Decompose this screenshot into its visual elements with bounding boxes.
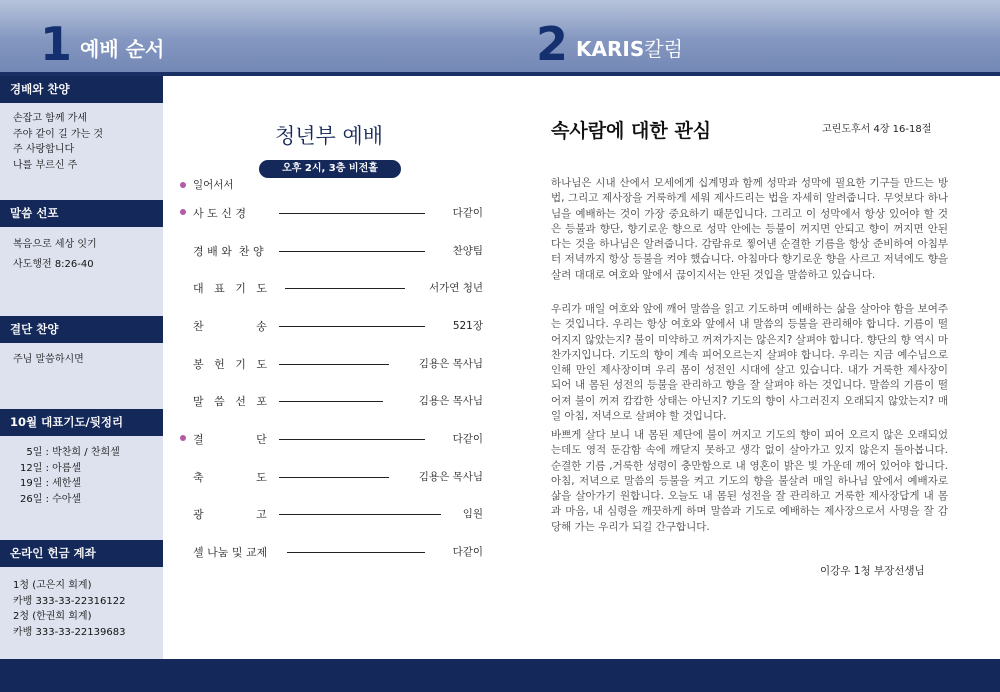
footer-band bbox=[0, 659, 1000, 692]
sidebar-line: 1청 (고은지 회계) bbox=[13, 580, 92, 591]
section-2-title-rest: 칼럼 bbox=[644, 37, 683, 61]
bullet-dot-icon bbox=[180, 182, 186, 188]
column-author: 이강우 1청 부장선생님 bbox=[820, 565, 925, 577]
order-item-person: 임원 bbox=[462, 508, 483, 520]
sidebar-line: 주 사랑합니다 bbox=[13, 144, 75, 155]
section-1-title: 예배 순서 bbox=[80, 37, 165, 61]
sidebar-line: 19일 : 세한셀 bbox=[20, 478, 82, 489]
leader-line bbox=[279, 401, 383, 402]
section-2-heading bbox=[536, 17, 683, 71]
leader-line bbox=[279, 477, 389, 478]
order-item bbox=[193, 205, 483, 221]
sidebar-prayer-duty-list bbox=[20, 445, 120, 507]
sidebar-line: 주야 같이 길 가는 것 bbox=[13, 128, 103, 140]
sidebar-heading-sermon: 말씀 선포 bbox=[0, 200, 163, 227]
order-item-person: 김용은 목사님 bbox=[418, 395, 483, 407]
sidebar-heading-decision: 결단 찬양 bbox=[0, 316, 163, 343]
order-item-label: 축 도 bbox=[193, 471, 267, 484]
sidebar-heading-prayer-duty: 10월 대표기도/뒷정리 bbox=[0, 409, 163, 436]
leader-line bbox=[279, 326, 425, 327]
sidebar-heading-praise: 경배와 찬양 bbox=[0, 76, 163, 103]
sidebar-line: 주님 말씀하시면 bbox=[13, 354, 84, 365]
leader-line bbox=[279, 213, 425, 214]
leader-line bbox=[287, 552, 425, 553]
karis-brand: KARIS bbox=[576, 37, 645, 61]
column-title: 속사람에 대한 관심 bbox=[551, 120, 712, 142]
section-2-number: 2 bbox=[536, 17, 569, 71]
sidebar-line: 26일 : 수아셀 bbox=[20, 493, 82, 505]
column-scripture-reference: 고린도후서 4장 16-18절 bbox=[822, 124, 932, 135]
sidebar-decision-list bbox=[13, 352, 84, 368]
order-item-person: 다같이 bbox=[452, 207, 483, 219]
time-location-badge: 오후 2시, 3층 비전홀 bbox=[259, 160, 401, 178]
leader-line bbox=[279, 514, 441, 515]
section-1-heading bbox=[40, 17, 165, 71]
order-item bbox=[193, 544, 483, 560]
order-item-label: 봉 헌 기 도 bbox=[193, 358, 267, 371]
order-item bbox=[193, 506, 483, 522]
sidebar-line: 복음으로 세상 잇기 bbox=[13, 239, 97, 250]
section-1-number: 1 bbox=[40, 17, 73, 71]
order-item-person: 다같이 bbox=[452, 546, 483, 558]
stand-note: 일어서서 bbox=[193, 179, 234, 191]
order-item-person: 서가연 청년 bbox=[428, 282, 483, 294]
leader-line bbox=[279, 439, 425, 440]
sidebar-sermon-list bbox=[13, 237, 97, 272]
sidebar-line: 카뱅 333-33-22316122 bbox=[13, 595, 126, 607]
order-item-person: 다같이 bbox=[452, 433, 483, 445]
sidebar-line: 나를 부르신 주 bbox=[13, 159, 78, 171]
leader-line bbox=[279, 364, 389, 365]
worship-title: 청년부 예배 bbox=[274, 124, 384, 148]
sidebar-line: 5일 : 박찬희 / 찬희셀 bbox=[20, 447, 120, 458]
order-item bbox=[193, 318, 483, 334]
order-item bbox=[193, 431, 483, 447]
order-item-label: 찬 송 bbox=[193, 320, 267, 333]
sidebar-offering-list bbox=[13, 578, 125, 640]
bullet-dot-icon bbox=[180, 435, 186, 441]
column-paragraph: 하나님은 시내 산에서 모세에게 십계명과 함께 성막과 성막에 필요한 기구들 만드는 방법, 그리고 제사장을 거룩하게 세워 제사드리는 법을 자세히 알려줍니다. 무엇보다 하나님을 예배하는 것이 가장 중요하기 때문입니다. 그리고 이 성막에서 항상 있어야 할 것은 등불과 향단, 향기로운 향으로 성막 안에는 등불이 꺼지면 안되고 향이 꺼지면 안된다는 것을 하나님은 알려줍니다. 감람유로 찧어낸 순결한 기름을 항상 준비하여 아침부터 저녁까지 항상 등불을 켜야 했습니다. 아침마다 향기로운 향을 사르고 저녁에도 향을 살려 대대로 여호와 앞에서 끊이지서는 안된 것입을 말씀하고 있습니다. bbox=[551, 177, 949, 281]
order-item bbox=[193, 393, 483, 409]
order-item bbox=[193, 469, 483, 485]
order-item-label: 광 고 bbox=[193, 508, 267, 521]
order-item-label: 사 도 신 경 bbox=[193, 207, 246, 220]
order-item-person: 김용은 목사님 bbox=[418, 358, 483, 370]
column-paragraph: 우리가 매일 여호와 앞에 깨어 말씀을 읽고 기도하며 예배하는 삶을 살아야 함을 보여주는 것입니다. 우리는 항상 여호와 앞에서 내 말씀의 등불을 관리해야 합니다. 기름이 떨어지지 않았는지? 불이 미약하고 꺼져가지는 않은지? 살펴야 합니다. 향단의 향 역시 마찬가지입니다. 기도의 향이 계속 피어오르는지 살펴야 합니다. 우리는 지금 예수님으로 인해 만인 제사장이며 우리 몸이 성전인 시대에 살고 있습니다. 내가 거룩한 제사장이 되어 내 몸된 성전의 등불을 관리하고 향을 잘 살펴야 하는 것입니다. 말씀의 기름이 떨어져 불이 꺼져 캄캄한 상태는 아닌지? 기도의 향이 사그러진지 오래되지 않았는지? 매일 아침, 저녁으로 살펴야 할 것입니다. bbox=[551, 303, 948, 423]
order-item bbox=[193, 280, 483, 296]
order-item bbox=[193, 356, 483, 372]
sidebar-line: 12일 : 아름셀 bbox=[20, 462, 82, 474]
order-item-label: 대 표 기 도 bbox=[193, 282, 267, 295]
column-paragraph: 바쁘게 살다 보니 내 몸된 제단에 불이 꺼지고 기도의 향이 피어 오르지 않은 오래되었는데도 영적 둔감함 속에 깨닫지 못하고 생각 없이 살아가고 있지 않은지 돌아봅니다. 순결한 기름 ,거룩한 성령이 충만함으로 내 영혼이 밝은 빛 가운데 깨어 있어야 합니다. 아침, 저녁으로 말씀의 등불을 켜고 기도의 향을 불살려 매일 하나님 앞에서 예배자로 삶을 살아가기 원합니다. 오늘도 내 몸된 성전을 잘 관리하고 거룩한 제사장답게 내 몸과 마음, 내 심령을 깨끗하게 하며 말씀과 기도로 예배하는 제사장으로서 사명을 잘 감당해 가는 우리가 되길 간구합니다. bbox=[551, 429, 949, 533]
leader-line bbox=[285, 288, 405, 289]
sidebar-praise-list bbox=[13, 111, 103, 173]
sidebar-line: 2청 (한권희 회계) bbox=[13, 611, 92, 622]
bullet-dot-icon bbox=[180, 209, 186, 215]
order-item bbox=[193, 243, 483, 259]
leader-line bbox=[279, 251, 425, 252]
sidebar-line: 사도행전 8:26-40 bbox=[13, 258, 94, 270]
order-item-person: 찬양팀 bbox=[452, 245, 483, 257]
sidebar-line: 카뱅 333-33-22139683 bbox=[13, 626, 126, 638]
sidebar-line: 손잡고 함께 가세 bbox=[13, 113, 87, 124]
section-2-title bbox=[576, 33, 683, 62]
order-item-label: 셀 나눔 및 교제 bbox=[193, 546, 268, 559]
order-item-label: 경 배 와 찬 양 bbox=[193, 245, 264, 258]
order-item-person: 521장 bbox=[452, 320, 483, 332]
order-item-label: 말 씀 선 포 bbox=[193, 395, 267, 408]
sidebar-heading-offering: 온라인 헌금 계좌 bbox=[0, 540, 163, 567]
order-item-person: 김용은 목사님 bbox=[418, 471, 483, 483]
order-item-label: 결 단 bbox=[193, 433, 267, 446]
